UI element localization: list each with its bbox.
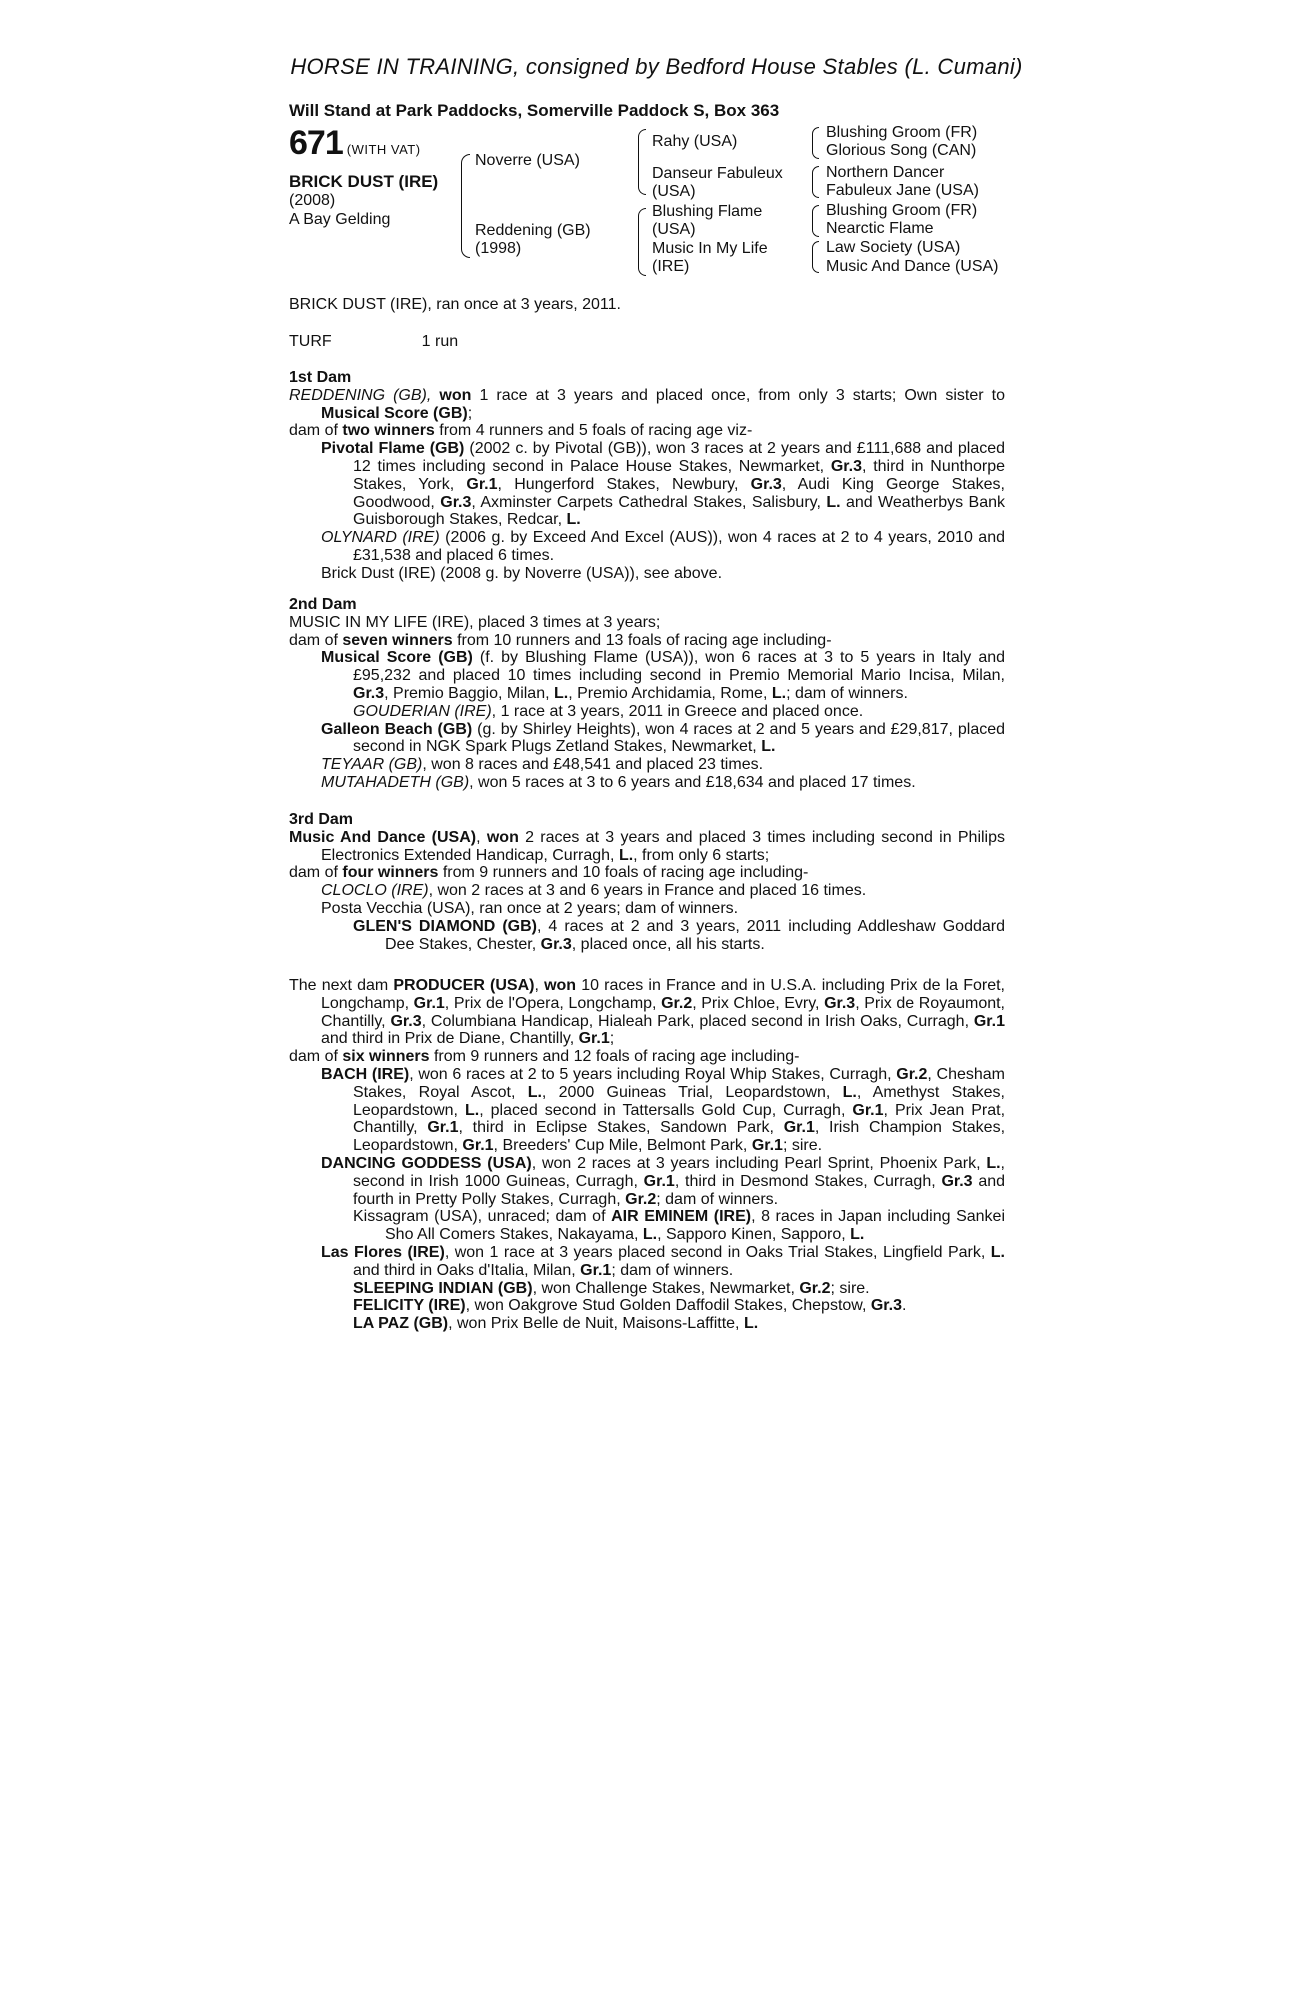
sire-sire: Rahy (USA) — [652, 133, 738, 150]
stand-location: Will Stand at Park Paddocks, Somerville Paddock S, Box 363 — [289, 101, 780, 120]
pedigree-brace-ss — [812, 127, 819, 159]
ds-dam: Nearctic Flame — [826, 220, 934, 237]
ds-sire: Blushing Groom (FR) — [826, 202, 978, 219]
progeny-galleon-beach: Galleon Beach (GB) (g. by Shirley Heights), won 4 races at 2 and 5 years and £29,817, placed second in NGK Spark Plugs Zetland Stakes, Newmarket, L. — [321, 720, 1006, 756]
pedigree-brace-dam — [638, 208, 646, 276]
ss-sire: Blushing Groom (FR) — [826, 124, 978, 141]
progeny-la-paz: LA PAZ (GB), won Prix Belle de Nuit, Maisons-Laffitte, L. — [353, 1315, 759, 1333]
dd-sire: Law Society (USA) — [826, 239, 961, 256]
progeny-mutahadeth: MUTAHADETH (GB), won 5 races at 3 to 6 years and £18,634 and placed 17 times. — [321, 773, 916, 791]
third-dam-heading: 3rd Dam — [289, 811, 354, 828]
progeny-las-flores: Las Flores (IRE), won 1 race at 3 years placed second in Oaks Trial Stakes, Lingfield Park, L. and third in Oaks d'Italia, Milan, Gr.1; dam of winners. — [321, 1243, 1005, 1279]
ss-dam: Glorious Song (CAN) — [826, 142, 977, 159]
page-header: HORSE IN TRAINING, consigned by Bedford House Stables (L. Cumani) — [290, 54, 1023, 79]
progeny-felicity: FELICITY (IRE), won Oakgrove Stud Golden Daffodil Stakes, Chepstow, Gr.3. — [353, 1297, 907, 1315]
progeny-dancing-goddess: DANCING GODDESS (USA), won 2 races at 3 years including Pearl Sprint, Phoenix Park, L., second in Irish 1000 Guineas, Curragh, Gr.1, third in Desmond Stakes, Curragh, Gr.3 and fourth in Pretty Polly Stakes, Curragh, Gr.2; dam of winners. — [321, 1154, 1006, 1208]
progeny-cloclo: CLOCLO (IRE), won 2 races at 3 and 6 years in France and placed 16 times. — [321, 882, 867, 900]
sd-dam: Fabuleux Jane (USA) — [826, 182, 979, 199]
dam-sire: Blushing Flame (USA) — [652, 203, 763, 238]
progeny-sleeping-indian: SLEEPING INDIAN (GB), won Challenge Stakes, Newmarket, Gr.2; sire. — [353, 1279, 870, 1297]
second-dam-section: 2nd Dam MUSIC IN MY LIFE (IRE), placed 3 times at 3 years; dam of seven winners from 10 runners and 13 foals of racing age including- Musical Score (GB) (f. by Blushing Flame (USA)), won 6 races at 3 to 5 years in Italy and £95,232 and placed 10 times including second in Premio Memorial Mario Incisa, Milan, Gr.3, Premio Baggio, Milan, L., Premio Archidamia, Rome, L.; dam of winners. GOUDERIAN (IRE), 1 race at 3 years, 2011 in Greece and placed once. Galleon Beach (GB) (g. by Shirley Heights), won 4 races at 2 and 5 years and £29,817, placed second in NGK Spark Plugs Zetland Stakes, Newmarket, L. TEYAAR (GB), won 8 races and £48,541 and placed 23 times. MUTAHADETH (GB), won 5 races at 3 to 6 years and £18,634 and placed 17 times. — [289, 596, 1006, 791]
pedigree-brace-dd — [812, 241, 819, 273]
dam: Reddening (GB) (1998) — [475, 222, 591, 257]
horse-name: BRICK DUST (IRE) — [289, 172, 439, 191]
horse-description: A Bay Gelding — [289, 211, 391, 228]
sire-dam: Danseur Fabuleux (USA) — [652, 165, 783, 200]
first-dam-section: 1st Dam REDDENING (GB), won 1 race at 3 years and placed once, from only 3 starts; Own sister to Musical Score (GB); dam of two winners from 4 runners and 5 foals of racing age viz- Pivotal Flame (GB) (2002 c. by Pivotal (GB)), won 3 races at 2 years and £111,688 and placed 12 times including second in Palace House Stakes, Newmarket, Gr.3, third in Nunthorpe Stakes, York, Gr.1, Hungerford Stakes, Newbury, Gr.3, Audi King George Stakes, Goodwood, Gr.3, Axminster Carpets Cathedral Stakes, Salisbury, L. and Weatherbys Bank Guisborough Stakes, Redcar, L. OLYNARD (IRE) (2006 g. by Exceed And Excel (AUS)), won 4 races at 2 to 4 years, 2010 and £31,538 and placed 6 times. Brick Dust (IRE) (2008 g. by Noverre (USA)), see above. — [289, 369, 1006, 582]
sire: Noverre (USA) — [475, 152, 580, 169]
progeny-musical-score: Musical Score (GB) (f. by Blushing Flame (USA)), won 6 races at 3 to 5 years in Italy and £95,232 and placed 10 times including second in Premio Memorial Mario Incisa, Milan, Gr.3, Premio Baggio, Milan, L., Premio Archidamia, Rome, L.; dam of winners. — [321, 649, 1006, 702]
dam-dam: Music In My Life (IRE) — [652, 240, 768, 275]
lot-num: 671 — [289, 124, 343, 162]
second-dam-heading: 2nd Dam — [289, 596, 357, 613]
progeny-pivotal-flame: Pivotal Flame (GB) (2002 c. by Pivotal (GB)), won 3 races at 2 years and £111,688 and placed 12 times including second in Palace House Stakes, Newmarket, Gr.3, third in Nunthorpe Stakes, York, Gr.1, Hungerford Stakes, Newbury, Gr.3, Audi King George Stakes, Goodwood, Gr.3, Axminster Carpets Cathedral Stakes, Salisbury, L. and Weatherbys Bank Guisborough Stakes, Redcar, L. — [321, 440, 1006, 529]
progeny-gouderian: GOUDERIAN (IRE), 1 race at 3 years, 2011 in Greece and placed once. — [353, 702, 864, 720]
pedigree-brace-main — [461, 154, 470, 258]
race-summary: BRICK DUST (IRE), ran once at 3 years, 2011. — [289, 296, 621, 313]
progeny-olynard: OLYNARD (IRE) (2006 g. by Exceed And Excel (AUS)), won 4 races at 2 to 4 years, 2010 and £31,538 and placed 6 times. — [321, 529, 1006, 564]
progeny-brick-dust: Brick Dust (IRE) (2008 g. by Noverre (USA)), see above. — [321, 564, 723, 582]
progeny-glens-diamond: GLEN'S DIAMOND (GB), 4 races at 2 and 3 years, 2011 including Addleshaw Goddard Dee Stakes, Chester, Gr.3, placed once, all his starts. — [353, 917, 1005, 953]
horse-info — [289, 172, 438, 229]
lot-number — [289, 124, 421, 163]
next-dam-section: The next dam PRODUCER (USA), won 10 races in France and in U.S.A. including Prix de la Foret, Longchamp, Gr.1, Prix de l'Opera, Longchamp, Gr.2, Prix Chloe, Evry, Gr.3, Prix de Royaumont, Chantilly, Gr.3, Columbiana Handicap, Hialeah Park, placed second in Irish Oaks, Curragh, Gr.1 and third in Prix de Diane, Chantilly, Gr.1; dam of six winners from 9 runners and 12 foals of racing age including- BACH (IRE), won 6 races at 2 to 5 years including Royal Whip Stakes, Curragh, Gr.2, Chesham Stakes, Royal Ascot, L., 2000 Guineas Trial, Leopardstown, L., Amethyst Stakes, Leopardstown, L., placed second in Tattersalls Gold Cup, Curragh, Gr.1, Prix Jean Prat, Chantilly, Gr.1, third in Eclipse Stakes, Sandown Park, Gr.1, Irish Champion Stakes, Leopardstown, Gr.1, Breeders' Cup Mile, Belmont Park, Gr.1; sire. DANCING GODDESS (USA), won 2 races at 3 years including Pearl Sprint, Phoenix Park, L., second in Irish 1000 Guineas, Curragh, Gr.1, third in Desmond Stakes, Curragh, Gr.3 and fourth in Pretty Polly Stakes, Curragh, Gr.2; dam of winners. Kissagram (USA), unraced; dam of AIR EMINEM (IRE), 8 races in Japan including Sankei Sho All Comers Stakes, Nakayama, L., Sapporo Kinen, Sapporo, L. Las Flores (IRE), won 1 race at 3 years placed second in Oaks Trial Stakes, Lingfield Park, L. and third in Oaks d'Italia, Milan, Gr.1; dam of winners. SLEEPING INDIAN (GB), won Challenge Stakes, Newmarket, Gr.2; sire. FELICITY (IRE), won Oakgrove Stud Golden Daffodil Stakes, Chepstow, Gr.3. LA PAZ (GB), won Prix Belle de Nuit, Maisons-Laffitte, L. — [289, 977, 1006, 1333]
sd-sire: Northern Dancer — [826, 164, 945, 181]
progeny-bach: BACH (IRE), won 6 races at 2 to 5 years including Royal Whip Stakes, Curragh, Gr.2, Chesham Stakes, Royal Ascot, L., 2000 Guineas Trial, Leopardstown, L., Amethyst Stakes, Leopardstown, L., placed second in Tattersalls Gold Cup, Curragh, Gr.1, Prix Jean Prat, Chantilly, Gr.1, third in Eclipse Stakes, Sandown Park, Gr.1, Irish Champion Stakes, Leopardstown, Gr.1, Breeders' Cup Mile, Belmont Park, Gr.1; sire. — [321, 1065, 1006, 1155]
horse-year: (2008) — [289, 192, 336, 209]
third-dam-section: 3rd Dam Music And Dance (USA), won 2 races at 3 years and placed 3 times including second in Philips Electronics Extended Handicap, Curragh, L., from only 6 starts; dam of four winners from 9 runners and 10 foals of racing age including- CLOCLO (IRE), won 2 races at 3 and 6 years in France and placed 16 times. Posta Vecchia (USA), ran once at 2 years; dam of winners. GLEN'S DIAMOND (GB), 4 races at 2 and 3 years, 2011 including Addleshaw Goddard Dee Stakes, Chester, Gr.3, placed once, all his starts. — [289, 811, 1006, 953]
race-record — [289, 333, 1005, 351]
pedigree-brace-sire — [638, 129, 646, 195]
dd-dam: Music And Dance (USA) — [826, 258, 999, 275]
progeny-kissagram: Kissagram (USA), unraced; dam of AIR EMINEM (IRE), 8 races in Japan including Sankei Sho All Comers Stakes, Nakayama, L., Sapporo Kinen, Sapporo, L. — [353, 1208, 1006, 1244]
progeny-posta-vecchia: Posta Vecchia (USA), ran once at 2 years; dam of winners. — [321, 899, 739, 917]
pedigree-brace-ds — [812, 205, 819, 237]
pedigree-brace-sd — [812, 166, 819, 198]
progeny-teyaar: TEYAAR (GB), won 8 races and £48,541 and placed 23 times. — [321, 756, 764, 774]
first-dam-heading: 1st Dam — [289, 369, 352, 386]
record-surface: TURF — [289, 333, 332, 350]
vat-note: (WITH VAT) — [346, 142, 421, 157]
record-runs: 1 run — [421, 333, 459, 350]
